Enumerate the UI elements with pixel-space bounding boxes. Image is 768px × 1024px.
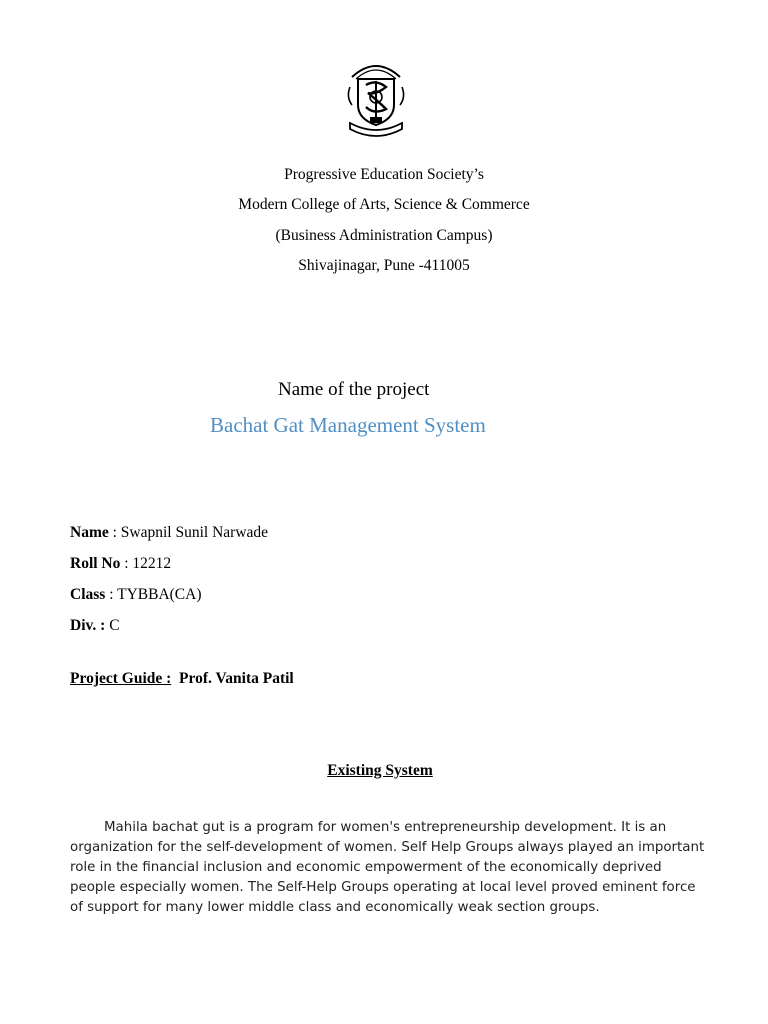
student-name-value: : Swapnil Sunil Narwade	[108, 524, 269, 541]
roll-number-value: : 12212	[120, 555, 172, 572]
college-address: Shivajinagar, Pune -411005	[298, 257, 470, 274]
division-label: Div. :	[70, 617, 106, 634]
class-label: Class	[70, 586, 106, 603]
existing-system-heading: Existing System	[327, 762, 433, 779]
project-guide	[70, 670, 294, 688]
college-name: Modern College of Arts, Science & Commerce	[238, 196, 530, 213]
college-emblem-icon	[344, 57, 408, 137]
division-field	[70, 617, 120, 635]
roll-number-field	[70, 555, 171, 573]
class-value: : TYBBA(CA)	[105, 586, 202, 603]
roll-number-label: Roll No	[70, 555, 121, 572]
project-guide-value: Prof. Vanita Patil	[171, 670, 294, 687]
division-value: C	[105, 617, 120, 634]
student-name-field	[70, 524, 268, 542]
project-guide-label: Project Guide :	[70, 670, 172, 687]
society-name: Progressive Education Society’s	[284, 166, 484, 183]
class-field	[70, 586, 202, 604]
student-name-label: Name	[70, 524, 109, 541]
existing-system-paragraph: Mahila bachat gut is a program for women's entrepreneurship development. It is an organization for the self-development of women. Self Help Groups always played an important role in the financial inclusion and economic empowerment of the economically deprived people especially women. The Self-Help Groups operating at local level proved eminent force of support for many lower middle class and economically weak section groups.	[70, 820, 705, 915]
campus-name: (Business Administration Campus)	[275, 227, 493, 244]
project-label: Name of the project	[278, 379, 430, 400]
project-title: Bachat Gat Management System	[210, 413, 486, 437]
